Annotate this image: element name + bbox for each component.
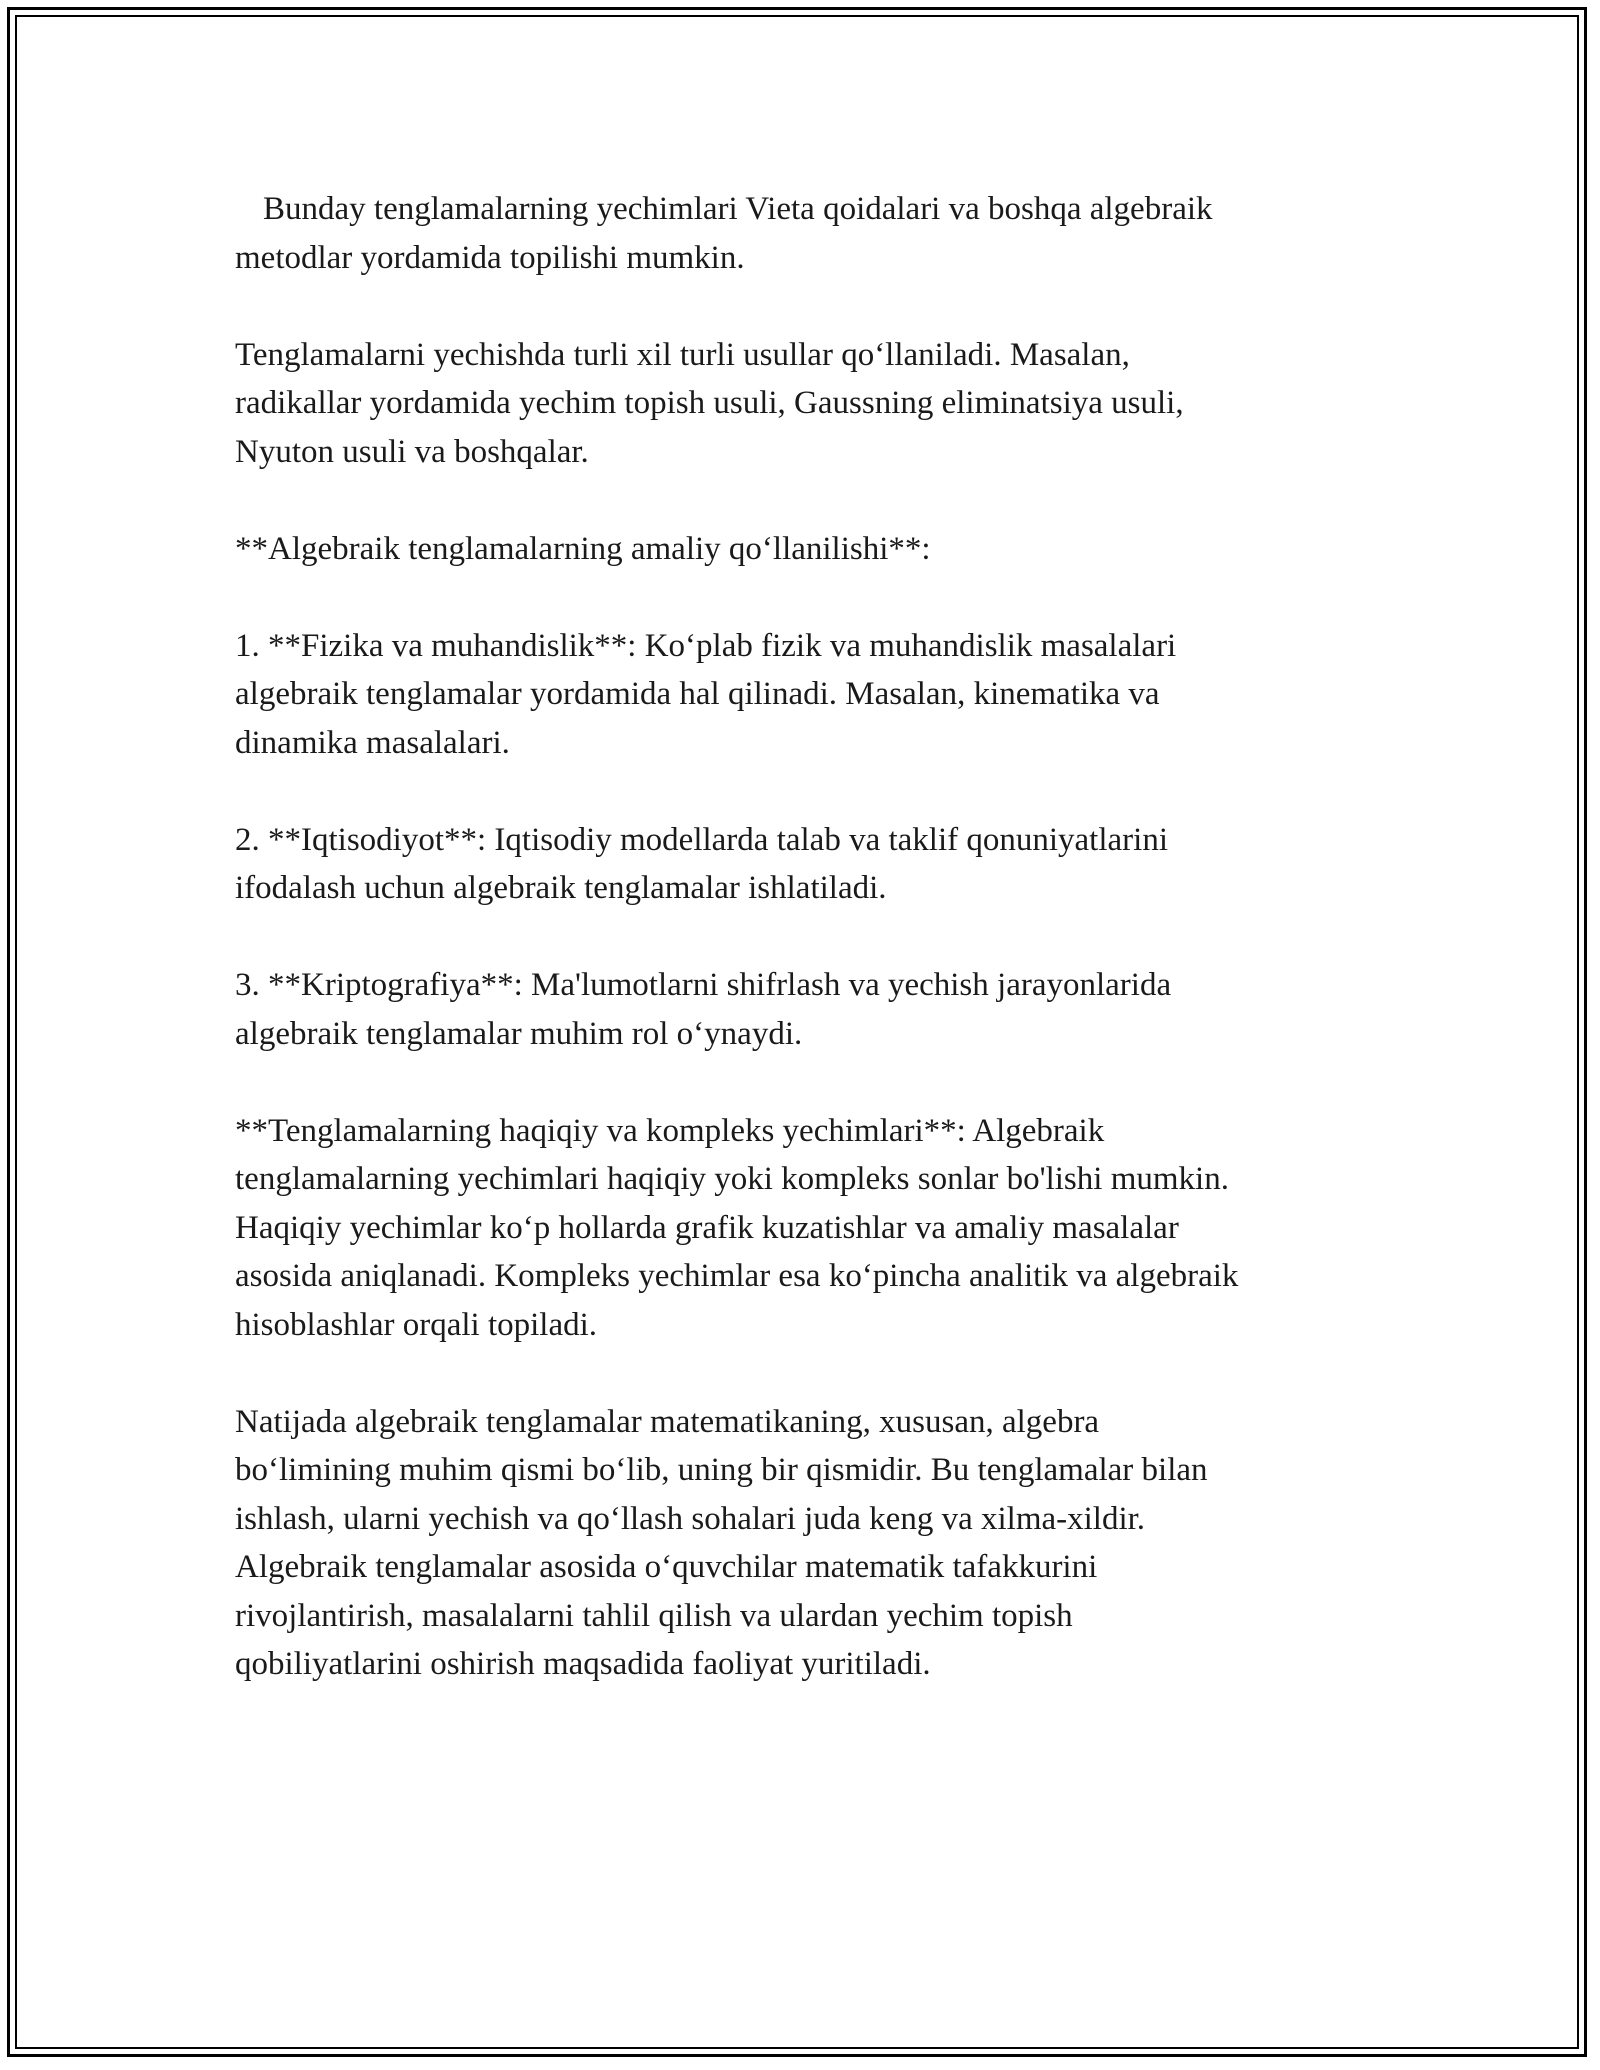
line: metodlar yordamida topilishi mumkin. xyxy=(235,239,745,276)
list-item-cryptography xyxy=(235,961,1365,1058)
line: Bunday tenglamalarning yechimlari Vieta qoidalari va boshqa algebraik xyxy=(263,191,1213,227)
line: hisoblashlar orqali topiladi. xyxy=(235,1306,598,1343)
line: asosida aniqlanadi. Kompleks yechimlar esa ko‘pincha analitik va algebraik xyxy=(235,1258,1239,1294)
line: 3. **Kriptografiya**: Ma'lumotlarni shifrlash va yechish jarayonlarida xyxy=(235,967,1172,1003)
line: 1. **Fizika va muhandislik**: Ko‘plab fizik va muhandislik masalalari xyxy=(235,627,1177,664)
line: algebraik tenglamalar muhim rol o‘ynaydi. xyxy=(235,1015,803,1052)
line: radikallar yordamida yechim topish usuli, Gaussning eliminatsiya usuli, xyxy=(235,385,1184,421)
paragraph-real-complex-solutions xyxy=(235,1107,1365,1350)
paragraph-applications-heading xyxy=(235,525,1365,574)
list-item-economics xyxy=(235,816,1365,913)
line: **Tenglamalarning haqiqiy va kompleks yechimlari**: Algebraik xyxy=(235,1112,1105,1149)
line: Haqiqiy yechimlar ko‘p hollarda grafik kuzatishlar va amaliy masalalar xyxy=(235,1209,1179,1246)
line: Algebraik tenglamalar asosida o‘quvchilar matematik tafakkurini xyxy=(235,1549,1098,1585)
line: Nyuton usuli va boshqalar. xyxy=(235,433,589,470)
line: qobiliyatlarini oshirish maqsadida faoliyat yuritiladi. xyxy=(235,1646,931,1682)
paragraph-methods xyxy=(235,331,1365,477)
line: tenglamalarning yechimlari haqiqiy yoki kompleks sonlar bo'lishi mumkin. xyxy=(235,1161,1229,1197)
line: 2. **Iqtisodiyot**: Iqtisodiy modellarda talab va taklif qonuniyatlarini xyxy=(235,821,1168,858)
paragraph-vieta xyxy=(235,185,1365,282)
line: ishlash, ularni yechish va qo‘llash sohalari juda keng va xilma-xildir. xyxy=(235,1500,1146,1537)
paragraph-conclusion xyxy=(235,1398,1365,1689)
document-body xyxy=(235,185,1365,1737)
line: **Algebraik tenglamalarning amaliy qo‘llanilishi**: xyxy=(235,530,931,567)
line: bo‘limining muhim qismi bo‘lib, uning bir qismidir. Bu tenglamalar bilan xyxy=(235,1452,1208,1488)
line: rivojlantirish, masalalarni tahlil qilish va ulardan yechim topish xyxy=(235,1597,1073,1634)
line: Tenglamalarni yechishda turli xil turli usullar qo‘llaniladi. Masalan, xyxy=(235,336,1130,373)
line: algebraik tenglamalar yordamida hal qilinadi. Masalan, kinematika va xyxy=(235,676,1160,712)
line: dinamika masalalari. xyxy=(235,724,510,761)
line: Natijada algebraik tenglamalar matematikaning, xususan, algebra xyxy=(235,1403,1100,1440)
line: ifodalash uchun algebraik tenglamalar ishlatiladi. xyxy=(235,870,887,906)
list-item-physics xyxy=(235,622,1365,768)
